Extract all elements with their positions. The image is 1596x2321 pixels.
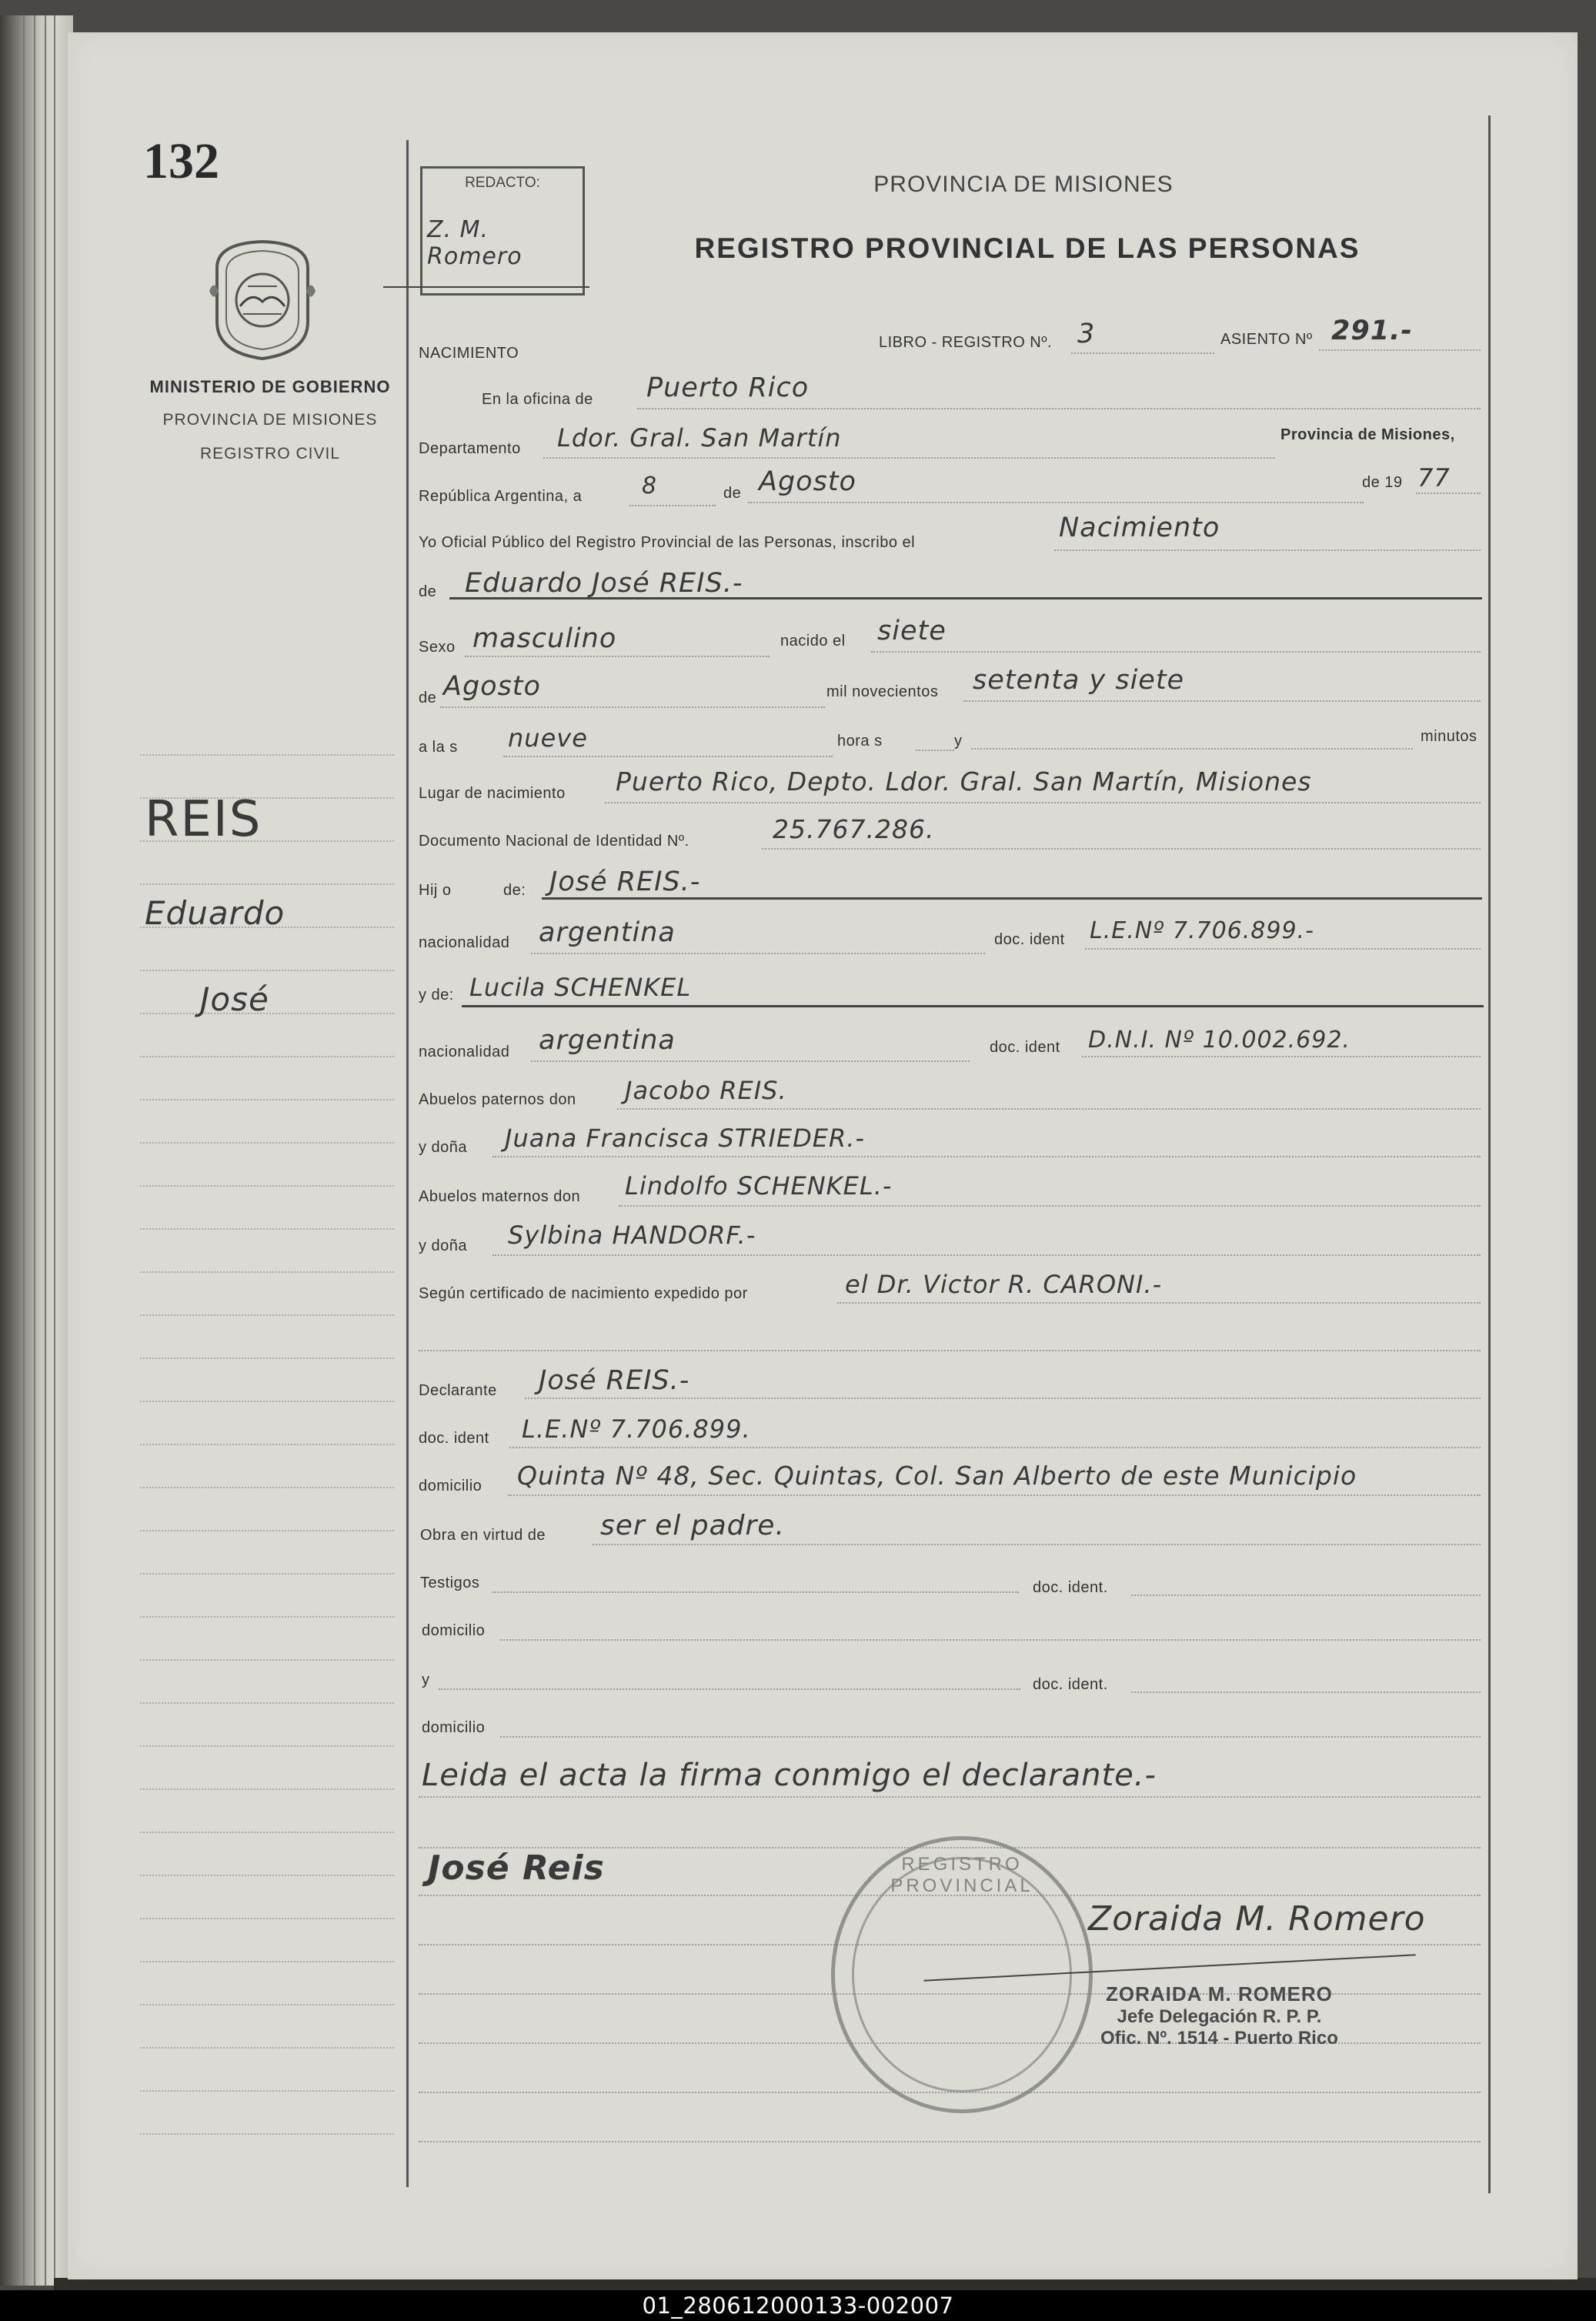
domicilio-testigo1-line [500, 1639, 1481, 1641]
y-label-2: y [422, 1671, 430, 1688]
margin-rule [140, 2004, 394, 2005]
margin-surname: REIS [145, 791, 262, 848]
abuela-mat-value: Sylbina HANDORF.- [508, 1221, 756, 1250]
redacto-label: REDACTO: [465, 175, 540, 191]
mes-nac-line [440, 706, 825, 708]
province-heading: PROVINCIA DE MISIONES [873, 172, 1174, 197]
sexo-line [465, 656, 770, 657]
sexo-label: Sexo [419, 639, 456, 656]
domicilio-label: domicilio [419, 1478, 482, 1494]
nacido-line [871, 651, 1481, 653]
nac-padre-value: argentina [539, 917, 676, 948]
dia-value: 8 [642, 473, 658, 499]
margin-rule [140, 883, 394, 885]
asiento-value: 291.- [1331, 316, 1413, 346]
ministry-name: MINISTERIO DE GOBIERNO [149, 377, 391, 396]
margin-rule [140, 1875, 394, 1876]
margin-rule [140, 1745, 394, 1747]
madre-value: Lucila SCHENKEL [469, 973, 692, 1002]
margin-rule [140, 754, 394, 756]
alas-label: a la s [419, 739, 458, 756]
doc-ident-testigo2-label: doc. ident. [1033, 1676, 1108, 1693]
dni-value: 25.767.286. [773, 814, 935, 844]
margin-rule [140, 1659, 394, 1661]
doc-padre-value: L.E.Nº 7.706.899.- [1090, 917, 1314, 944]
abuelo-pat-line [617, 1108, 1481, 1110]
y-dona-mat-label: y doña [419, 1237, 468, 1254]
image-caption: 01_280612000133-002007 [0, 2290, 1596, 2321]
margin-rule [140, 1185, 394, 1187]
doc-madre-value: D.N.I. Nº 10.002.692. [1088, 1027, 1351, 1054]
doc-ident-declarante-label: doc. ident [419, 1430, 489, 1447]
asiento-label: ASIENTO Nº [1220, 331, 1313, 348]
dia-line [629, 505, 716, 506]
de-label-3: de [419, 690, 437, 706]
abuelo-mat-value: Lindolfo SCHENKEL.- [625, 1171, 893, 1201]
certificado-line [837, 1302, 1481, 1304]
asiento-line [1319, 349, 1481, 351]
oficina-value: Puerto Rico [646, 372, 810, 403]
anio-line [1416, 493, 1481, 494]
nombre-value: Eduardo José REIS.- [465, 568, 743, 599]
margin-rule [140, 970, 394, 971]
domicilio-value: Quinta Nº 48, Sec. Quintas, Col. San Alberto de este Municipio [517, 1461, 1357, 1491]
minutos-label: minutos [1421, 728, 1477, 745]
official-signature: Zoraida M. Romero [1088, 1899, 1426, 1939]
margin-rule [140, 1961, 394, 1962]
record-type-label: NACIMIENTO [419, 345, 519, 362]
blank-line-7 [419, 2141, 1481, 2142]
nac-madre-value: argentina [539, 1025, 676, 1056]
redacto-underline [383, 286, 589, 288]
margin-rule [140, 1530, 394, 1531]
dni-line [762, 848, 1481, 850]
acto-value: Nacimiento [1059, 513, 1220, 543]
margin-rule [140, 1616, 394, 1618]
libro-line [1071, 352, 1214, 354]
lugar-label: Lugar de nacimiento [419, 785, 566, 802]
obra-value: ser el padre. [600, 1510, 785, 1541]
declarante-value: José REIS.- [539, 1365, 690, 1396]
obra-line [593, 1544, 1481, 1545]
margin-second-name: José [200, 980, 269, 1018]
abuelos-paternos-label: Abuelos paternos don [419, 1091, 576, 1108]
hijo-label: Hij o [419, 882, 452, 899]
doc-ident-madre-label: doc. ident [990, 1039, 1060, 1056]
abuela-mat-line [492, 1254, 1481, 1256]
abuelo-mat-line [619, 1205, 1481, 1207]
sexo-value: masculino [472, 623, 617, 654]
departamento-label: Departamento [419, 440, 521, 457]
abuelos-maternos-label: Abuelos maternos don [419, 1188, 581, 1205]
provincia-label: Provincia de Misiones, [1280, 426, 1455, 443]
nacido-value: siete [877, 616, 947, 646]
doc-testigo2-line [1131, 1691, 1481, 1693]
margin-rule [140, 2090, 394, 2092]
domicilio-line [508, 1494, 1481, 1496]
ministry-province: PROVINCIA DE MISIONES [162, 411, 378, 429]
oficina-label: En la oficina de [482, 391, 593, 408]
margin-rule [140, 1056, 394, 1057]
nac-madre-line [531, 1060, 970, 1062]
declarante-label: Declarante [419, 1382, 497, 1399]
padre-line [542, 897, 1482, 900]
province-emblem-icon [209, 237, 316, 362]
nacido-label: nacido el [780, 633, 846, 650]
margin-rule [140, 1444, 394, 1445]
abuelo-pat-value: Jacobo REIS. [625, 1076, 787, 1105]
declarante-signature: José Reis [428, 1848, 605, 1888]
horas-label: hora s [837, 733, 883, 750]
margin-rule [140, 1142, 394, 1144]
margin-rule [140, 1314, 394, 1316]
departamento-value: Ldor. Gral. San Martín [557, 423, 842, 453]
anio-nac-line [963, 700, 1481, 702]
mes-line [748, 502, 1364, 503]
margin-rule [140, 1271, 394, 1273]
official-title-2: Ofic. Nº. 1514 - Puerto Rico [1100, 2028, 1338, 2049]
certificado-label: Según certificado de nacimiento expedido por [419, 1285, 748, 1302]
margin-rule [140, 1788, 394, 1790]
margin-rule [140, 1099, 394, 1100]
redacto-box [420, 166, 585, 296]
doc-testigo1-line [1131, 1595, 1481, 1596]
stamp-text: REGISTRO PROVINCIAL [890, 1854, 1033, 1896]
minutos-line [971, 748, 1413, 750]
book-edge [0, 15, 73, 2286]
obra-label: Obra en virtud de [420, 1527, 546, 1544]
margin-rule [140, 2047, 394, 2049]
madre-line [462, 1005, 1484, 1007]
oficina-line [637, 408, 1481, 409]
de-label-4: de: [503, 882, 526, 899]
libro-value: 3 [1077, 319, 1096, 349]
redacto-signature: Z. M. Romero [427, 216, 523, 270]
dni-label: Documento Nacional de Identidad Nº. [419, 833, 689, 850]
margin-rule [140, 1832, 394, 1833]
nac-padre-line [531, 953, 985, 954]
signature-block [1100, 1982, 1338, 2049]
margin-rule [140, 1487, 394, 1488]
right-border [1488, 115, 1491, 2193]
margin-rule [140, 1573, 394, 1575]
mil-novecientos-label: mil novecientos [826, 683, 939, 700]
mes-nac-value: Agosto [443, 671, 541, 702]
doc-declarante-value: L.E.Nº 7.706.899. [522, 1414, 751, 1444]
domicilio-testigo1-label: domicilio [422, 1622, 486, 1639]
abuela-pat-line [492, 1156, 1481, 1157]
margin-rule [140, 2133, 394, 2135]
anio-nac-value: setenta y siete [973, 665, 1185, 696]
libro-label: LIBRO - REGISTRO Nº. [879, 334, 1053, 351]
margin-rule [140, 1228, 394, 1230]
domicilio-testigo2-line [500, 1736, 1481, 1738]
doc-madre-line [1082, 1056, 1481, 1057]
margin-rule [140, 1358, 394, 1359]
margin-rule [140, 1702, 394, 1704]
oficial-label: Yo Oficial Público del Registro Provincial de las Personas, inscribo el [419, 534, 916, 551]
acto-line [1054, 549, 1481, 551]
cierre-text: Leida el acta la firma conmigo el declarante.- [422, 1758, 1157, 1793]
horas-line [916, 750, 954, 751]
domicilio-testigo2-label: domicilio [422, 1719, 486, 1736]
abuela-pat-value: Juana Francisca STRIEDER.- [505, 1124, 865, 1153]
certificado-value: el Dr. Victor R. CARONI.- [845, 1270, 1163, 1299]
testigos-label: Testigos [420, 1575, 480, 1591]
departamento-line [543, 457, 1274, 459]
official-stamp [831, 1836, 1093, 2113]
republica-label: República Argentina, a [419, 488, 583, 505]
doc-padre-line [1085, 948, 1481, 950]
de-label-2: de [419, 583, 437, 600]
y-label-1: y [954, 733, 963, 750]
mes-value: Agosto [759, 466, 856, 497]
nacionalidad-madre-label: nacionalidad [419, 1044, 510, 1060]
y-dona-pat-label: y doña [419, 1139, 468, 1156]
anio-value: 77 [1417, 463, 1451, 493]
official-title-1: Jefe Delegación R. P. P. [1117, 2006, 1322, 2027]
hora-line [503, 756, 833, 757]
anio-label: de 19 [1362, 474, 1403, 491]
y-de-label: y de: [419, 987, 454, 1004]
lugar-line [605, 802, 1481, 803]
doc-ident-padre-label: doc. ident [994, 931, 1065, 948]
declarante-line [525, 1398, 1481, 1399]
page-number: 132 [143, 133, 219, 189]
registry-heading: REGISTRO PROVINCIAL DE LAS PERSONAS [694, 232, 1361, 264]
certificado-line-2 [419, 1350, 1481, 1351]
margin-first-name: Eduardo [145, 894, 285, 932]
doc-declarante-line [509, 1447, 1481, 1448]
cierre-line [419, 1796, 1481, 1798]
margin-rule [140, 1401, 394, 1402]
lugar-value: Puerto Rico, Depto. Ldor. Gral. San Martín, Misiones [616, 766, 1312, 796]
de-label-1: de [723, 485, 742, 502]
margin-rule [140, 1918, 394, 1919]
margin-divider [406, 140, 409, 2187]
padre-value: José REIS.- [549, 867, 701, 897]
nacionalidad-padre-label: nacionalidad [419, 934, 510, 951]
doc-ident-testigo1-label: doc. ident. [1033, 1579, 1108, 1596]
official-name: ZORAIDA M. ROMERO [1106, 1982, 1333, 2005]
ministry-registry: REGISTRO CIVIL [199, 445, 341, 463]
testigos-line [492, 1591, 1019, 1593]
testigo2-line [439, 1688, 1020, 1690]
hora-value: nueve [508, 723, 588, 753]
